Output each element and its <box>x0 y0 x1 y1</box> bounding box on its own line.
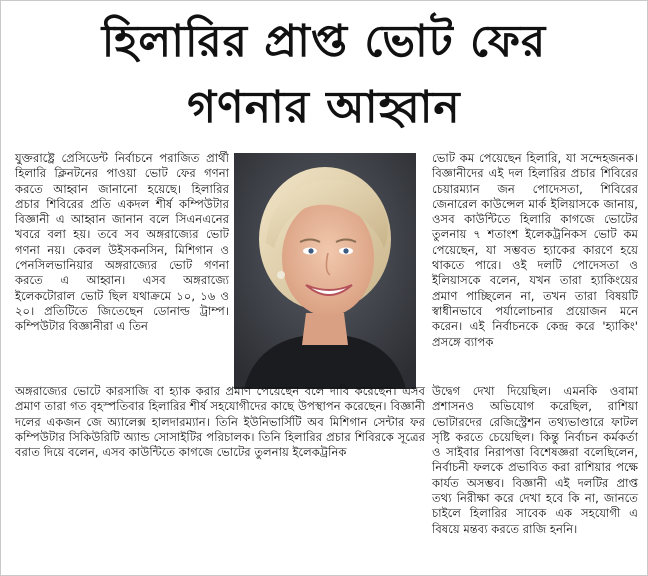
article-column-right-top <box>432 151 638 350</box>
article-column-left-top <box>15 151 229 335</box>
article-paragraph: যুক্তরাষ্ট্রে প্রেসিডেন্ট নির্বাচনে পরাজিত প্রার্থী হিলারি ক্লিনটনের পাওয়া ভোট ফের গণনা করতে আহ্বান জানানো হয়েছে। হিলারির প্রচার শিবিরের প্রতি একদল শীর্ষ কম্পিউটার বিজ্ঞানী এ আহ্বান জানান বলে সিএনএনের খবরে বলা হয়। তবে সব অঙ্গরাজ্যের ভোট গণনা নয়। কেবল উইসকনসিন, মিশিগান ও পেনসিলভানিয়ার অঙ্গরাজ্যের ভোট গণনা করতে এ আহ্বান। এসব অঙ্গরাজ্যে ইলেকটোরাল ভোট ছিল যথাক্রমে ১০, ১৬ ও ২০। প্রতিটিতে জিতেছেন ডোনাল্ড ট্রাম্প। কম্পিউটার বিজ্ঞানীরা এ তিন <box>15 151 229 334</box>
article-paragraph: অঙ্গরাজ্যের ভোটে কারসাজি বা হ্যাক করার প্রমাণ পেয়েছেন বলে দাবি করেছেন। এসব প্রমাণ তারা গত বৃহস্পতিবার হিলারির শীর্ষ সহযোগীদের কাছে উপস্থাপন করেছেন। বিজ্ঞানী দলের একজন জে অ্যালেক্স হালদারম্যান। তিনি ইউনিভার্সিটি অব মিশিগান সেন্টার ফর কম্পিউটার সিকিউরিটি অ্যান্ড সোসাইটির পরিচালক। তিনি হিলারির প্রচার শিবিরকে সূত্রের বরাত দিয়ে বলেন, এসব কাউন্টিতে কাগজে ভোটের তুলনায় ইলেকট্রনিক <box>15 384 425 460</box>
article-column-right-bottom <box>432 384 638 537</box>
headline-line-1: হিলারির প্রাপ্ত ভোট ফের <box>101 16 547 67</box>
portrait-photo <box>234 153 416 389</box>
headline-line-2: গণনার আহ্বান <box>187 82 461 133</box>
portrait-illustration <box>234 153 416 389</box>
article-column-left-bottom <box>15 384 425 460</box>
article-paragraph: ভোট কম পেয়েছেন হিলারি, যা সন্দেহজনক। বিজ্ঞানীদের এই দল হিলারির প্রচার শিবিরের চেয়ারম্যান জন পোদেসতা, শিবিরের জেনারেল কাউন্সেল মার্ক ইলিয়াসকে জানায়, ওসব কাউন্টিতে হিলারি কাগজে ভোটের তুলনায় ৭ শতাংশ ইলেকট্রনিকস ভোট কম পেয়েছেন, যা সম্ভবত হ্যাকের কারণে হয়ে থাকতে পারে। ওই দলটি পোদেসতা ও ইলিয়াসকে বলেন, যখন তারা হ্যাকিংয়ের প্রমাণ পাচ্ছিলেন না, তখন তারা বিষয়টি স্বাধীনভাবে পর্যালোচনার প্রয়োজন মনে করেন। এই নির্বাচনকে কেন্দ্র করে 'হ্যাকিং' প্রসঙ্গে ব্যাপক <box>432 151 638 349</box>
article-paragraph: উদ্বেগ দেখা দিয়েছিল। এমনকি ওবামা প্রশাসনও অভিযোগ করেছিল, রাশিয়া ভোটারদের রেজিস্ট্রেশন তথ্যভাণ্ডারে ফাটল সৃষ্টি করতে চেয়েছিল। কিন্তু নির্বাচন কর্মকর্তা ও সাইবার নিরাপত্তা বিশেষজ্ঞরা বলেছিলেন, নির্বাচনী ফলকে প্রভাবিত করা রাশিয়ার পক্ষে কার্যত অসম্ভব। বিজ্ঞানী এই দলটির প্রাপ্ত তথ্য নিরীক্ষা করে দেখা হবে কি না, জানতে চাইলে হিলারির সাবেক এক সহযোগী এ বিষয়ে মন্তব্য করতে রাজি হননি। <box>432 384 638 536</box>
